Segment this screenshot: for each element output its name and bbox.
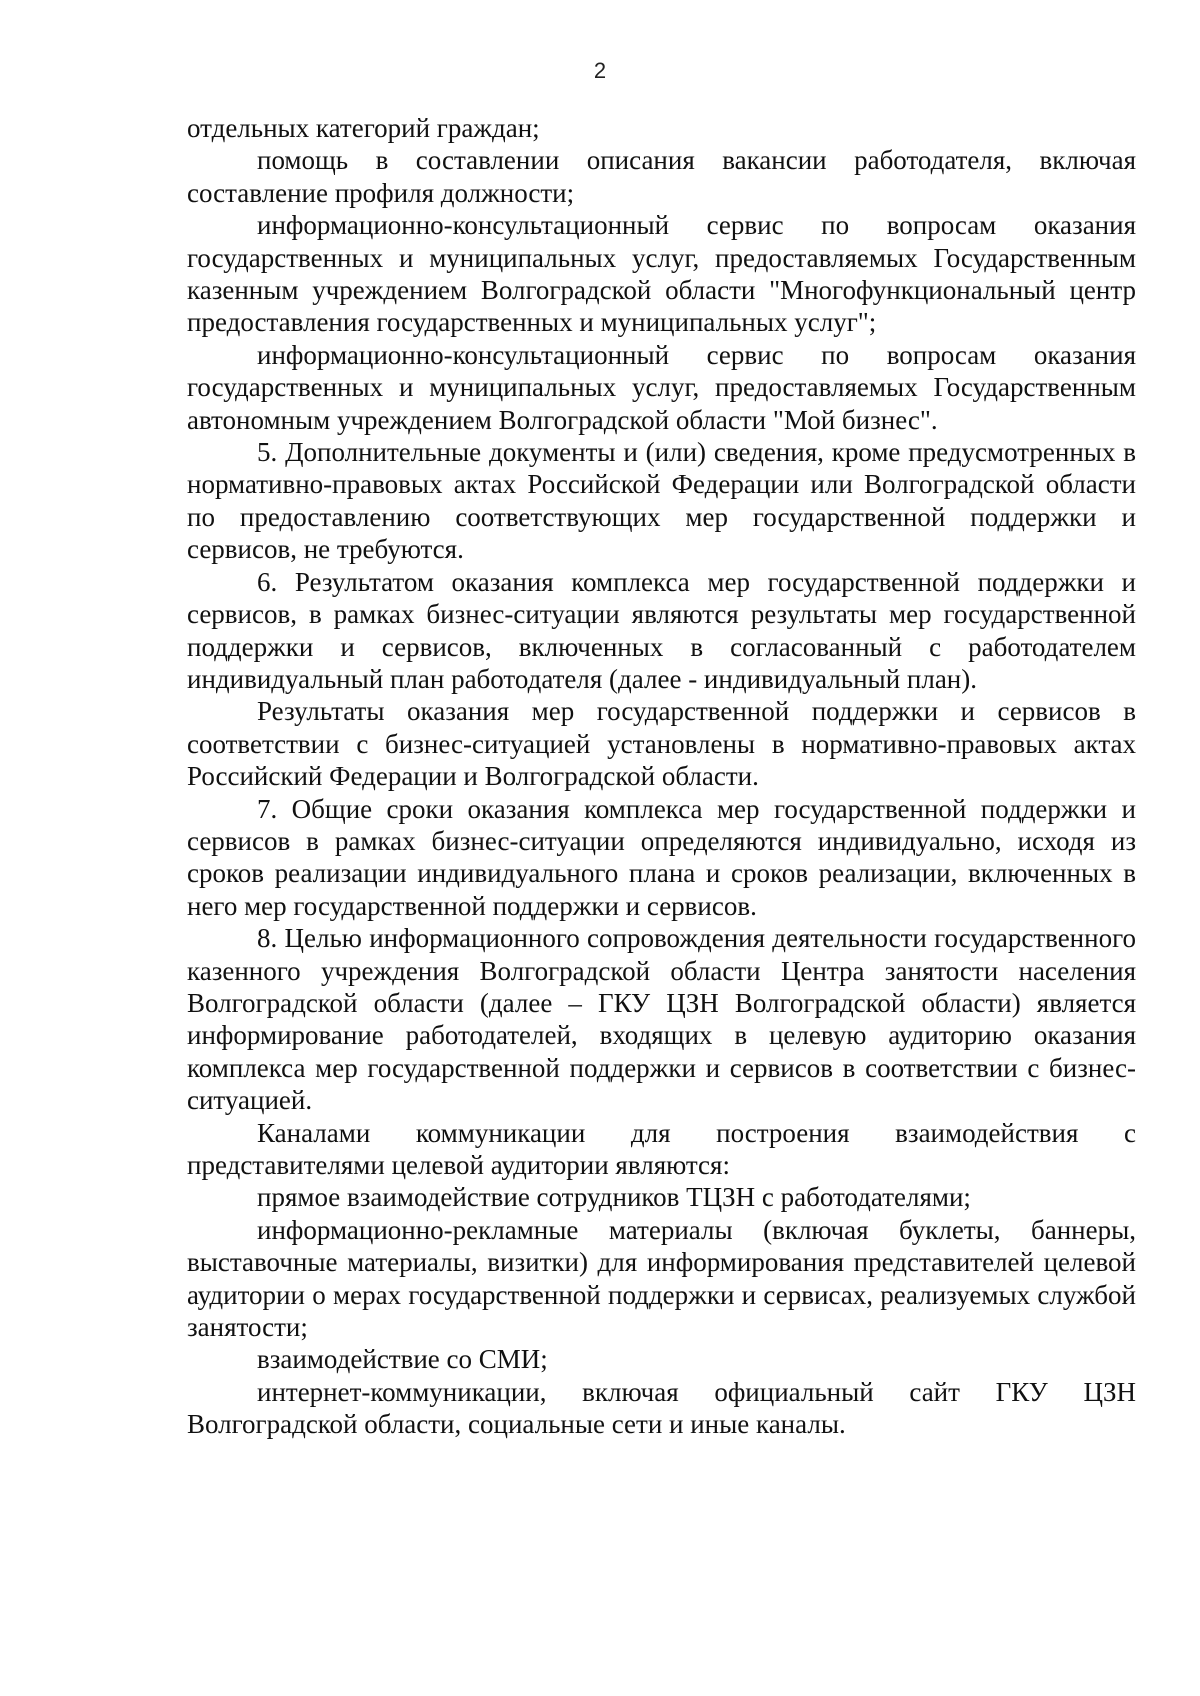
paragraph-channel-materials: информационно-рекламные материалы (включая буклеты, баннеры, выставочные материалы, визитки) для информирования представителей целевой аудитории о мерах государственной поддержки и сервисах, реализуемых службой занятости; <box>187 1214 1136 1343</box>
paragraph-results: Результаты оказания мер государственной поддержки и сервисов в соответствии с бизнес-ситуацией установлены в нормативно-правовых актах Российский Федерации и Волгоградской области. <box>187 696 1136 792</box>
paragraph-continuation: отдельных категорий граждан; <box>187 113 540 143</box>
paragraph-channel-media: взаимодействие со СМИ; <box>257 1344 548 1375</box>
paragraph-mfc-service: информационно-консультационный сервис по вопросам оказания государственных и муниципальных услуг, предоставляемых Государственным казенным учреждением Волгоградской области "Многофункциональный центр предоставления государственных и муниципальных услуг"; <box>187 210 1136 338</box>
paragraph-my-business-service: информационно-консультационный сервис по вопросам оказания государственных и муниципальных услуг, предоставляемых Государственным автономным учреждением Волгоградской области "Мой бизнес". <box>187 339 1136 435</box>
paragraph-channel-direct: прямое взаимодействие сотрудников ТЦЗН с работодателями; <box>257 1182 971 1213</box>
paragraph-channels: Каналами коммуникации для построения взаимодействия с представителями целевой аудитории являются: <box>187 1117 1136 1180</box>
paragraph-item-6: 6. Результатом оказания комплекса мер государственной поддержки и сервисов, в рамках бизнес-ситуации являются результаты мер государственной поддержки и сервисов, включенных в согласованный с работодателем индивидуальный план работодателя (далее - индивидуальный план). <box>187 566 1136 694</box>
page-number: 2 <box>593 58 607 83</box>
document-body <box>187 112 1136 1441</box>
paragraph-item-7: 7. Общие сроки оказания комплекса мер государственной поддержки и сервисов в рамках бизнес-ситуации определяются индивидуально, исходя из сроков реализации индивидуального плана и сроков реализации, включенных в него мер государственной поддержки и сервисов. <box>187 793 1136 921</box>
paragraph-item-5: 5. Дополнительные документы и (или) сведения, кроме предусмотренных в нормативно-правовых актах Российской Федерации или Волгоградской области по предоставлению соответствующих мер государственной поддержки и сервисов, не требуются. <box>187 437 1136 565</box>
paragraph-item-8: 8. Целью информационного сопровождения деятельности государственного казенного учреждения Волгоградской области Центра занятости населения Волгоградской области (далее – ГКУ ЦЗН Волгоградской области) является информирование работодателей, входящих в целевую аудиторию оказания комплекса мер государственной поддержки и сервисов в соответствии с бизнес-ситуацией. <box>187 923 1136 1116</box>
paragraph-vacancy-help: помощь в составлении описания вакансии работодателя, включая составление профиля должности; <box>187 145 1136 208</box>
paragraph-channel-internet: интернет-коммуникации, включая официальный сайт ГКУ ЦЗН Волгоградской области, социальные сети и иные каналы. <box>187 1376 1136 1440</box>
